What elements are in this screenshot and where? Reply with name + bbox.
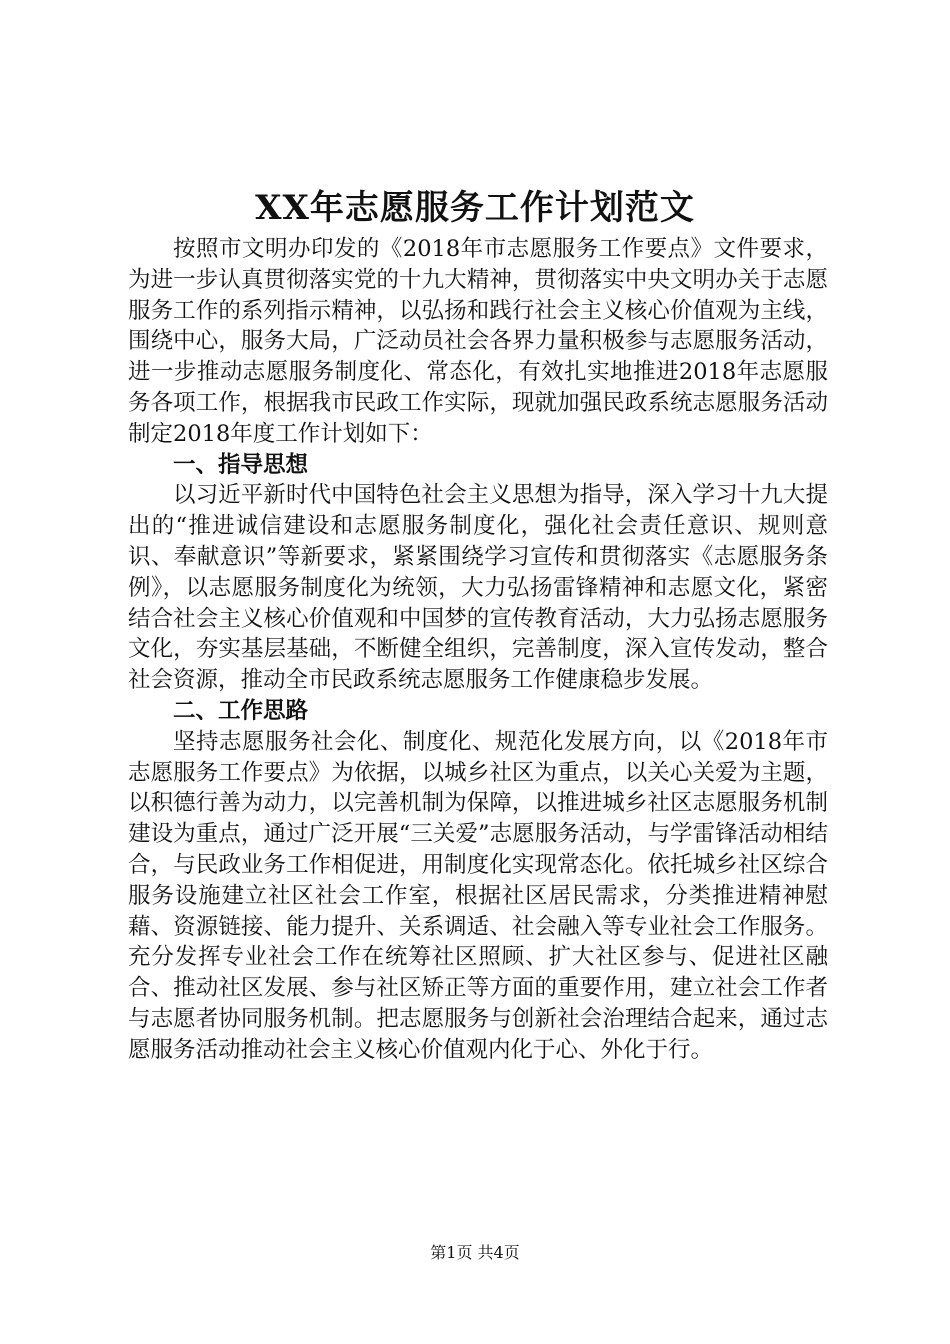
- section-paragraph-guiding-ideology: 以习近平新时代中国特色社会主义思想为指导，深入学习十九大提出的“推进诚信建设和志愿服务制度化，强化社会责任意识、规则意识、奉献意识”等新要求，紧紧围绕学习宣传和贯彻落实《志愿服务条例》，以志愿服务制度化为统领，大力弘扬雷锋精神和志愿文化，紧密结合社会主义核心价值观和中国梦的宣传教育活动，大力弘扬志愿服务文化，夯实基层基础，不断健全组织，完善制度，深入宣传发动，整合社会资源，推动全市民政系统志愿服务工作健康稳步发展。: [128, 482, 828, 694]
- intro-paragraph: 按照市文明办印发的《2018年市志愿服务工作要点》文件要求，为进一步认真贯彻落实党的十九大精神，贯彻落实中央文明办关于志愿服务工作的系列指示精神，以弘扬和践行社会主义核心价值观为主线，围绕中心，服务大局，广泛动员社会各界力量积极参与志愿服务活动，进一步推动志愿服务制度化、常态化，有效扎实地推进2018年志愿服务各项工作，根据我市民政工作实际，现就加强民政系统志愿服务活动制定2018年度工作计划如下：: [128, 236, 828, 447]
- document-title: XX年志愿服务工作计划范文: [255, 188, 695, 228]
- section-paragraph-work-approach: 坚持志愿服务社会化、制度化、规范化发展方向，以《2018年市志愿服务工作要点》为依据，以城乡社区为重点，以关心关爱为主题，以积德行善为动力，以完善机制为保障，以推进城乡社区志愿服务机制建设为重点，通过广泛开展“三关爱”志愿服务活动，与学雷锋活动相结合，与民政业务工作相促进，用制度化实现常态化。依托城乡社区综合服务设施建立社区社会工作室，根据社区居民需求，分类推进精神慰藉、资源链接、能力提升、关系调适、社会融入等专业社会工作服务。充分发挥专业社会工作在统筹社区照顾、扩大社区参与、促进社区融合、推动社区发展、参与社区矫正等方面的重要作用，建立社会工作者与志愿者协同服务机制。把志愿服务与创新社会治理结合起来，通过志愿服务活动推动社会主义核心价值观内化于心、外化于行。: [128, 728, 828, 1063]
- section-heading-work-approach: 二、工作思路: [173, 697, 309, 724]
- page-number-footer: 第1页 共4页: [430, 1243, 520, 1262]
- section-heading-guiding-ideology: 一、指导思想: [173, 451, 309, 478]
- document-body: [128, 234, 828, 1066]
